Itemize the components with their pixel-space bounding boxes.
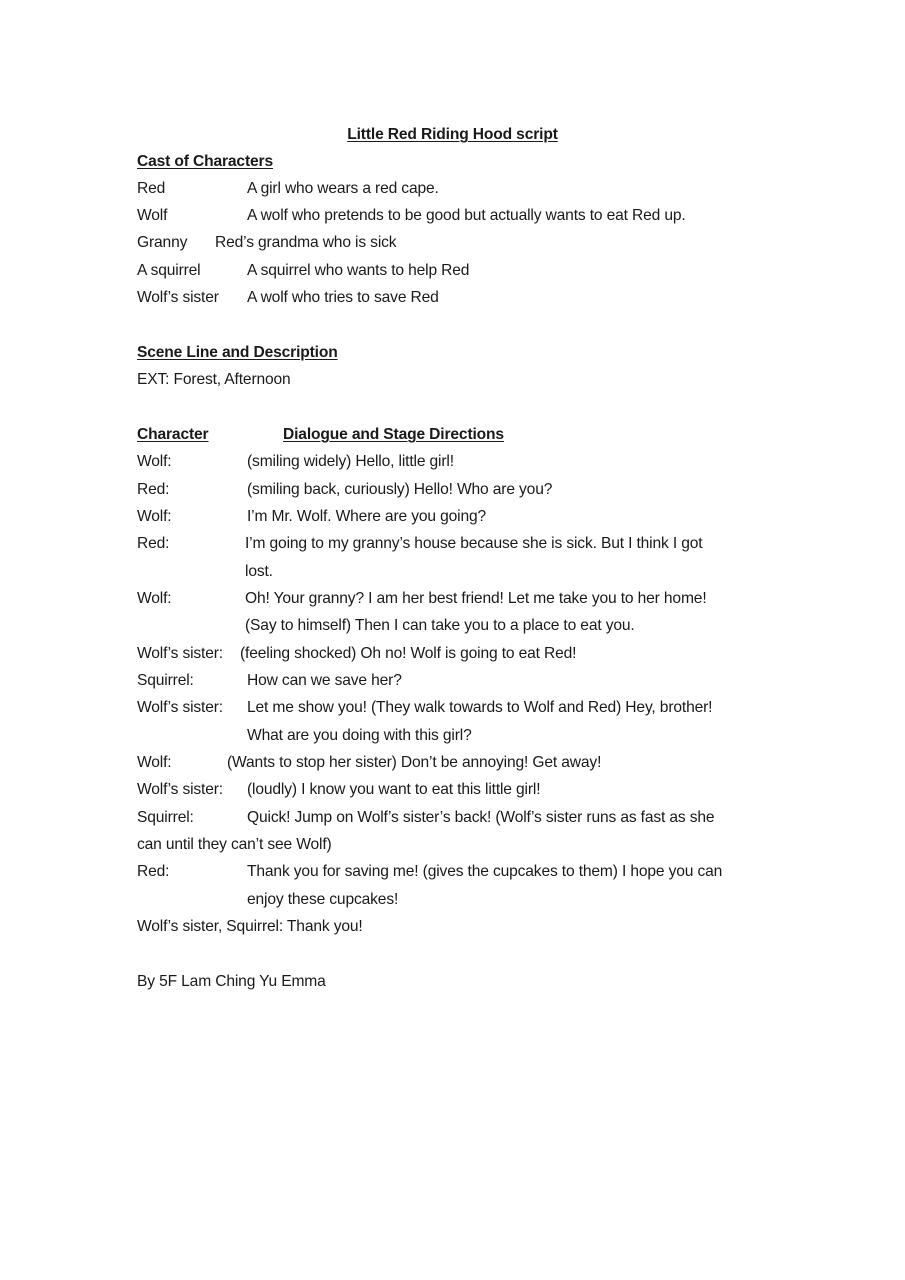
dialogue-text: (smiling back, curiously) Hello! Who are you?: [247, 481, 553, 498]
cast-name: Granny: [137, 234, 188, 251]
dialogue-line: [137, 694, 713, 721]
dialogue-text: enjoy these cupcakes!: [247, 891, 399, 908]
dialogue-line: [137, 448, 454, 475]
dialogue-header: [137, 421, 504, 448]
dialogue-text: (feeling shocked) Oh no! Wolf is going to eat Red!: [240, 645, 577, 662]
column-header-dialogue: Dialogue and Stage Directions: [283, 426, 504, 443]
cast-row: [137, 175, 439, 202]
cast-name: Wolf’s sister: [137, 289, 219, 306]
cast-row: [137, 202, 686, 229]
speaker: Squirrel:: [137, 672, 194, 689]
dialogue-text: Let me show you! (They walk towards to Wolf and Red) Hey, brother!: [247, 699, 713, 716]
scene-heading: [137, 339, 338, 366]
dialogue-text: Thank you for saving me! (gives the cupcakes to them) I hope you can: [247, 863, 723, 880]
speaker: Wolf:: [137, 754, 172, 771]
dialogue-text: I’m Mr. Wolf. Where are you going?: [247, 508, 487, 525]
dialogue-line: [137, 776, 541, 803]
cast-heading-text: Cast of Characters: [137, 153, 273, 170]
dialogue-text: (smiling widely) Hello, little girl!: [247, 453, 454, 470]
speaker: Wolf:: [137, 508, 172, 525]
cast-row: [137, 229, 397, 256]
cast-desc: A girl who wears a red cape.: [247, 180, 439, 197]
speaker: Squirrel:: [137, 809, 194, 826]
dialogue-text: (loudly) I know you want to eat this little girl!: [247, 781, 541, 798]
dialogue-text: (Say to himself) Then I can take you to a place to eat you.: [245, 617, 635, 634]
dialogue-line: [137, 640, 577, 667]
scene-heading-text: Scene Line and Description: [137, 344, 338, 361]
cast-desc: A squirrel who wants to help Red: [247, 262, 470, 279]
column-header-character: Character: [137, 426, 209, 443]
cast-name: Wolf: [137, 207, 168, 224]
speaker: Wolf’s sister:: [137, 699, 223, 716]
dialogue-text: Quick! Jump on Wolf’s sister’s back! (Wolf’s sister runs as fast as she: [247, 809, 715, 826]
dialogue-line: [137, 749, 602, 776]
dialogue-line: [137, 804, 715, 831]
dialogue-text: (Wants to stop her sister) Don’t be annoying! Get away!: [227, 754, 602, 771]
cast-desc: A wolf who tries to save Red: [247, 289, 439, 306]
speaker: Wolf’s sister:: [137, 781, 223, 798]
dialogue-text: Oh! Your granny? I am her best friend! Let me take you to her home!: [245, 590, 707, 607]
author-credit: By 5F Lam Ching Yu Emma: [137, 973, 326, 990]
dialogue-line: [137, 530, 703, 557]
speaker: Red:: [137, 535, 170, 552]
dialogue-line: [137, 503, 487, 530]
title-text: Little Red Riding Hood script: [347, 126, 558, 143]
dialogue-line: [137, 585, 707, 612]
speaker: Red:: [137, 863, 170, 880]
cast-heading: [137, 148, 273, 175]
dialogue-continuation: can until they can’t see Wolf): [137, 836, 332, 853]
cast-desc: A wolf who pretends to be good but actually wants to eat Red up.: [247, 207, 686, 224]
speaker: Wolf’s sister:: [137, 645, 223, 662]
dialogue-text: I’m going to my granny’s house because she is sick. But I think I got: [245, 535, 703, 552]
cast-name: A squirrel: [137, 262, 201, 279]
cast-desc: Red’s grandma who is sick: [215, 234, 397, 251]
dialogue-text: How can we save her?: [247, 672, 402, 689]
speaker: Red:: [137, 481, 170, 498]
scene-setting: EXT: Forest, Afternoon: [137, 371, 291, 388]
dialogue-closing: Wolf’s sister, Squirrel: Thank you!: [137, 918, 363, 935]
cast-name: Red: [137, 180, 166, 197]
dialogue-text: lost.: [245, 563, 273, 580]
document-title: [0, 121, 905, 148]
cast-row: [137, 257, 470, 284]
dialogue-line: [137, 858, 723, 885]
dialogue-line: [137, 667, 402, 694]
dialogue-text: What are you doing with this girl?: [247, 727, 472, 744]
cast-row: [137, 284, 439, 311]
speaker: Wolf:: [137, 453, 172, 470]
dialogue-line: [137, 476, 553, 503]
speaker: Wolf:: [137, 590, 172, 607]
